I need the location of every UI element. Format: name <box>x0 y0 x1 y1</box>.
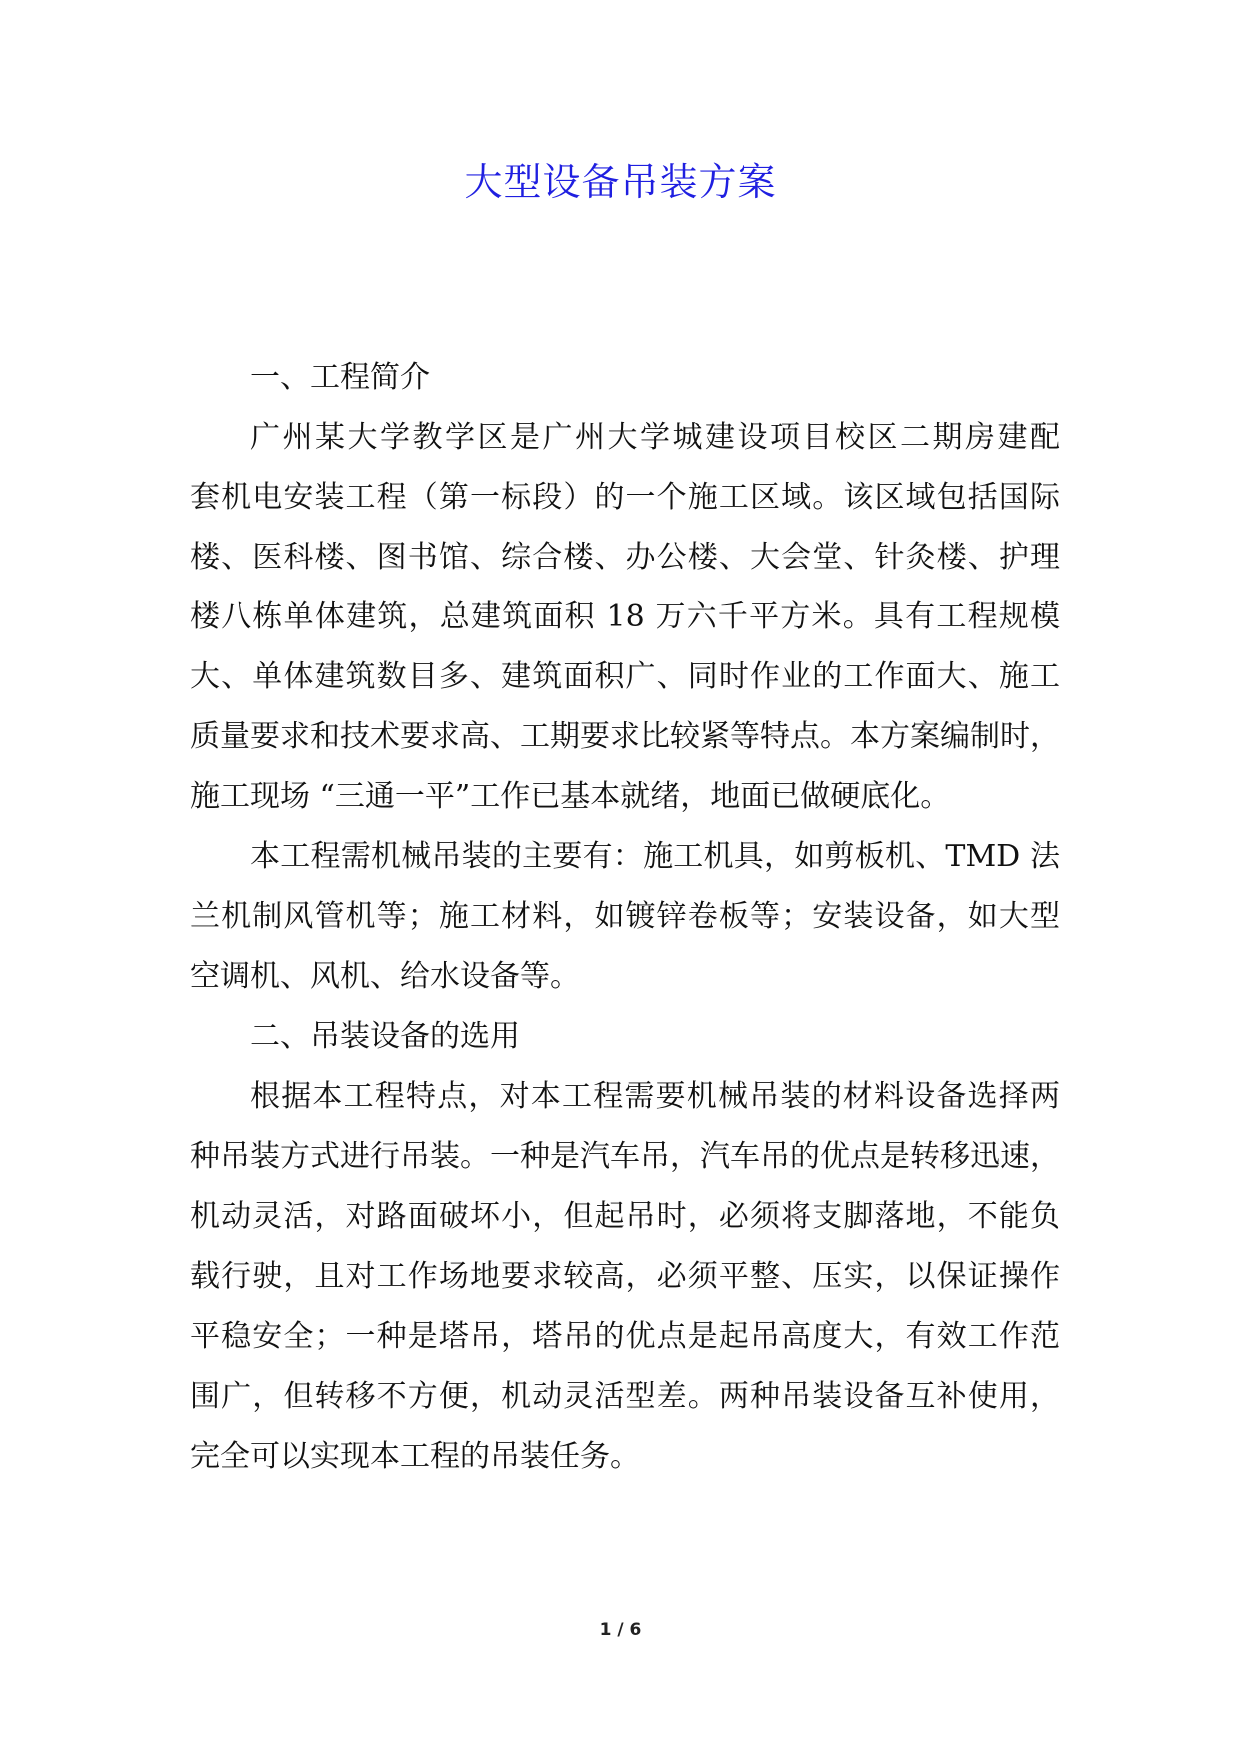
paragraph-line: 空调机、风机、给水设备等。 <box>190 959 580 994</box>
paragraph-line: 平稳安全；一种是塔吊，塔吊的优点是起吊高度大，有效工作范 <box>190 1319 1060 1354</box>
paragraph-line: 套机电安装工程（第一标段）的一个施工区域。该区域包括国际 <box>190 480 1060 515</box>
paragraph-line: 机动灵活，对路面破坏小，但起吊时，必须将支脚落地，不能负 <box>190 1199 1060 1234</box>
page-number: 1 / 6 <box>599 1620 642 1640</box>
paragraph-line: 完全可以实现本工程的吊装任务。 <box>190 1439 640 1474</box>
paragraph-line: 围广，但转移不方便，机动灵活型差。两种吊装设备互补使用， <box>190 1379 1060 1414</box>
paragraph-line: 大、单体建筑数目多、建筑面积广、同时作业的工作面大、施工 <box>190 659 1060 694</box>
page-title: 大型设备吊装方案 <box>464 160 777 204</box>
paragraph-line: 根据本工程特点，对本工程需要机械吊装的材料设备选择两 <box>250 1079 1060 1114</box>
paragraph-line: 兰机制风管机等；施工材料，如镀锌卷板等；安装设备，如大型 <box>190 899 1060 934</box>
paragraph-line: 广州某大学教学区是广州大学城建设项目校区二期房建配 <box>250 420 1060 455</box>
section-heading-1: 一、工程简介 <box>250 360 430 395</box>
paragraph-line: 质量要求和技术要求高、工期要求比较紧等特点。本方案编制时， <box>190 719 1060 754</box>
paragraph-line: 载行驶，且对工作场地要求较高，必须平整、压实，以保证操作 <box>190 1259 1060 1294</box>
section-heading-2: 二、吊装设备的选用 <box>250 1019 520 1054</box>
paragraph-line: 种吊装方式进行吊装。一种是汽车吊，汽车吊的优点是转移迅速， <box>190 1139 1060 1174</box>
paragraph-line: 本工程需机械吊装的主要有：施工机具，如剪板机、TMD 法 <box>250 839 1060 874</box>
paragraph-line: 楼、医科楼、图书馆、综合楼、办公楼、大会堂、针灸楼、护理 <box>190 540 1060 575</box>
paragraph-line: 楼八栋单体建筑，总建筑面积 18 万六千平方米。具有工程规模 <box>190 599 1060 634</box>
paragraph-line: 施工现场 “三通一平”工作已基本就绪，地面已做硬底化。 <box>190 779 951 814</box>
